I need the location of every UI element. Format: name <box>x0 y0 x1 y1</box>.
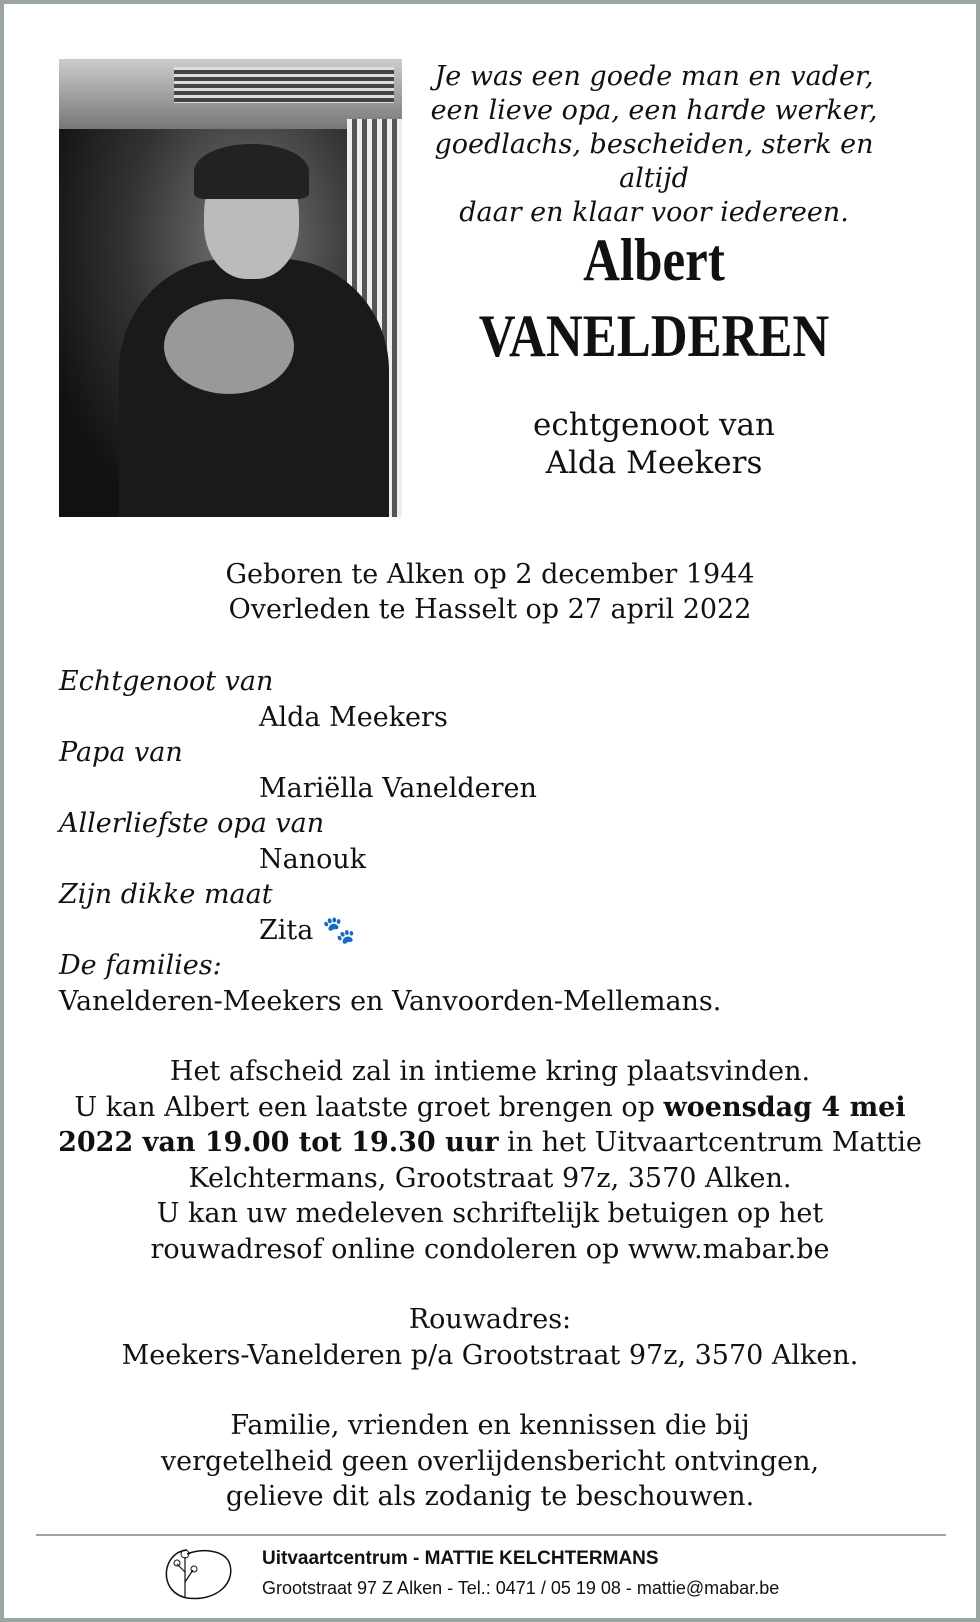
flower-logo-icon <box>157 1542 237 1602</box>
funeral-info <box>44 1054 936 1515</box>
spouse-name: Alda Meekers <box>545 445 763 481</box>
family-value-row <box>59 913 939 949</box>
death-line: Overleden te Hasselt op 27 april 2022 <box>228 594 752 625</box>
condolence-text: U kan uw medeleven schriftelijk betuigen op het rouwadresof online condoleren op www.mabar.be <box>150 1198 830 1265</box>
memorial-quote <box>424 60 884 230</box>
last-name: VANELDEREN <box>478 303 830 369</box>
families-value: Vanelderen-Meekers en Vanvoorden-Mellemans. <box>59 985 722 1017</box>
footer-divider <box>36 1534 946 1536</box>
family-value: Alda Meekers <box>259 701 448 733</box>
family-label: Zijn dikke maat <box>59 879 273 910</box>
visitation-location: in het Uitvaartcentrum Mattie Kelchtermans, Grootstraat 97z, 3570 Alken. <box>188 1127 922 1194</box>
mourning-address: Meekers-Vanelderen p/a Grootstraat 97z, 3570 Alken. <box>121 1339 859 1371</box>
family-label: Allerliefste opa van <box>59 808 325 839</box>
visitation-intro: U kan Albert een laatste groet brengen op <box>74 1091 664 1123</box>
first-name: Albert <box>583 227 725 293</box>
spouse-label: echtgenoot van <box>533 407 775 443</box>
birth-line: Geboren te Alken op 2 december 1944 <box>225 559 755 590</box>
funeral-home-name: Uitvaartcentrum - MATTIE KELCHTERMANS <box>262 1548 659 1569</box>
family-value: Nanouk <box>259 843 367 875</box>
farewell-line: Het afscheid zal in intieme kring plaatsvinden. <box>169 1056 811 1087</box>
families-label: De families: <box>59 950 222 981</box>
quote-line: een lieve opa, een harde werker, <box>430 95 878 126</box>
funeral-home-contact: Grootstraat 97 Z Alken - Tel.: 0471 / 05 19 08 - mattie@mabar.be <box>262 1578 780 1598</box>
obituary-page <box>4 4 976 1618</box>
portrait-photo <box>59 59 402 517</box>
visitation-text <box>44 1090 936 1197</box>
quote-line: daar en klaar voor iedereen. <box>459 197 849 228</box>
quote-line: Je was een goede man en vader, <box>434 61 874 92</box>
family-label: Echtgenoot van <box>59 666 274 697</box>
spouse-info <box>424 406 884 482</box>
paw-icon: 🐾 <box>321 914 356 946</box>
family-list <box>59 664 939 1019</box>
visitation-date: woensdag 4 mei 2022 van 19.00 tot 19.30 uur <box>58 1091 906 1158</box>
life-dates <box>4 557 976 627</box>
address-label: Rouwadres: <box>408 1304 572 1335</box>
family-value: Zita <box>259 914 314 946</box>
closing-text: Familie, vrienden en kennissen die bij vergetelheid geen overlijdensbericht ontvingen, gelieve dit als zodanig te beschouwen. <box>160 1410 820 1512</box>
quote-line: goedlachs, bescheiden, sterk en altijd <box>434 129 874 194</box>
family-label: Papa van <box>59 737 183 768</box>
family-value: Mariëlla Vanelderen <box>259 772 537 804</box>
